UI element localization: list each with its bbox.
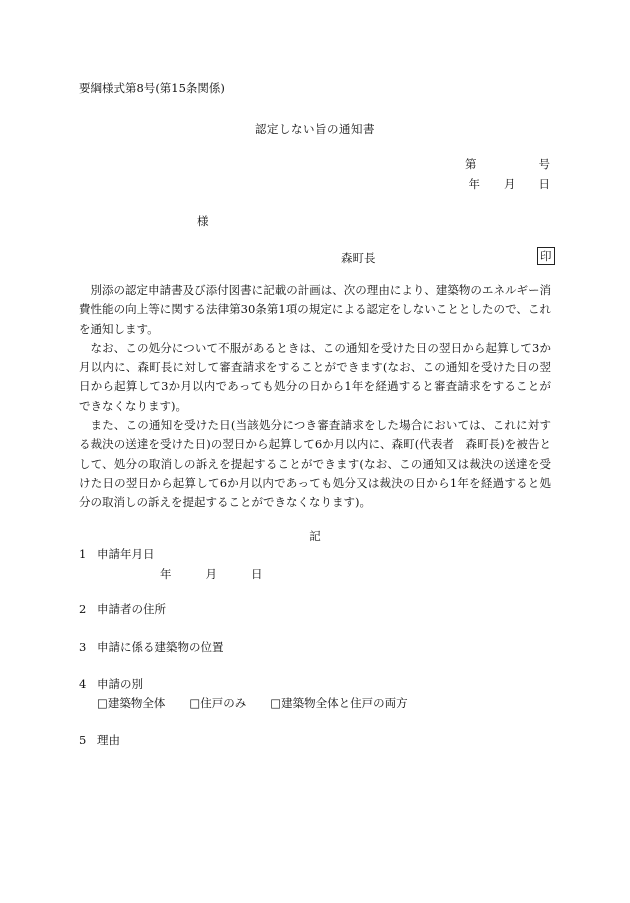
issue-month: 月 xyxy=(504,177,516,191)
option-both: □建築物全体と住戸の両方 xyxy=(270,696,408,710)
ki-heading: 記 xyxy=(309,529,321,543)
item-application-type xyxy=(79,676,143,692)
issue-date-line xyxy=(469,176,551,192)
application-type-options xyxy=(97,695,408,711)
application-year: 年 xyxy=(160,567,172,581)
issue-day: 日 xyxy=(538,177,550,191)
option-dwelling-only: □住戸のみ xyxy=(189,696,247,710)
application-month: 月 xyxy=(205,567,217,581)
form-number: 要綱様式第8号(第15条関係) xyxy=(79,81,225,95)
item-number: 5 xyxy=(79,733,87,747)
number-go: 号 xyxy=(538,157,550,171)
seal-stamp-box: 印 xyxy=(537,247,555,265)
item-number: 3 xyxy=(79,640,87,654)
application-day: 日 xyxy=(251,567,263,581)
item-number: 2 xyxy=(79,602,87,616)
item-number: 4 xyxy=(79,677,87,691)
body-paragraph: 別添の認定申請書及び添付図書に記載の計画は、次の理由により、建築物のエネルギー消費性能の向上等に関する法律第30条第1項の規定による認定をしないこととしたので、これを通知します。 xyxy=(79,283,551,336)
item-application-date xyxy=(79,546,155,562)
item-label: 申請に係る建築物の位置 xyxy=(97,640,224,654)
item-reason xyxy=(79,732,120,748)
item-label: 申請年月日 xyxy=(97,547,155,561)
item-number: 1 xyxy=(79,547,87,561)
number-dai: 第 xyxy=(465,157,477,171)
body-paragraph: また、この通知を受けた日(当該処分につき審査請求をした場合においては、これに対する裁決の送達を受けた日)の翌日から起算して6か月以内に、森町(代表者 森町長)を被告として、処分の取消しの訴えを提起することができます(なお、この通知又は裁決の送達を受けた日の翌日から起算して6か月以内であっても処分又は裁決の日から1年を経過すると処分の取消しの訴えを提起することができなくなります)。 xyxy=(79,418,551,510)
addressee: 様 xyxy=(197,214,209,228)
item-applicant-address xyxy=(79,601,166,617)
application-date-line xyxy=(160,566,263,582)
item-label: 申請の別 xyxy=(97,677,143,691)
issue-year: 年 xyxy=(468,177,480,191)
item-building-location xyxy=(79,639,224,655)
option-whole-building: □建築物全体 xyxy=(97,696,166,710)
notice-body xyxy=(79,281,551,513)
document-title: 認定しない旨の通知書 xyxy=(255,122,375,136)
document-number-line xyxy=(465,156,550,172)
sender-name: 森町長 xyxy=(341,251,376,265)
item-label: 申請者の住所 xyxy=(97,602,166,616)
body-paragraph: なお、この処分について不服があるときは、この通知を受けた日の翌日から起算して3か月以内に、森町長に対して審査請求をすることができます(なお、この通知を受けた日の翌日から起算して3か月以内であっても処分の日から1年を経過すると審査請求をすることができなくなります)。 xyxy=(79,340,551,413)
item-label: 理由 xyxy=(97,733,120,747)
